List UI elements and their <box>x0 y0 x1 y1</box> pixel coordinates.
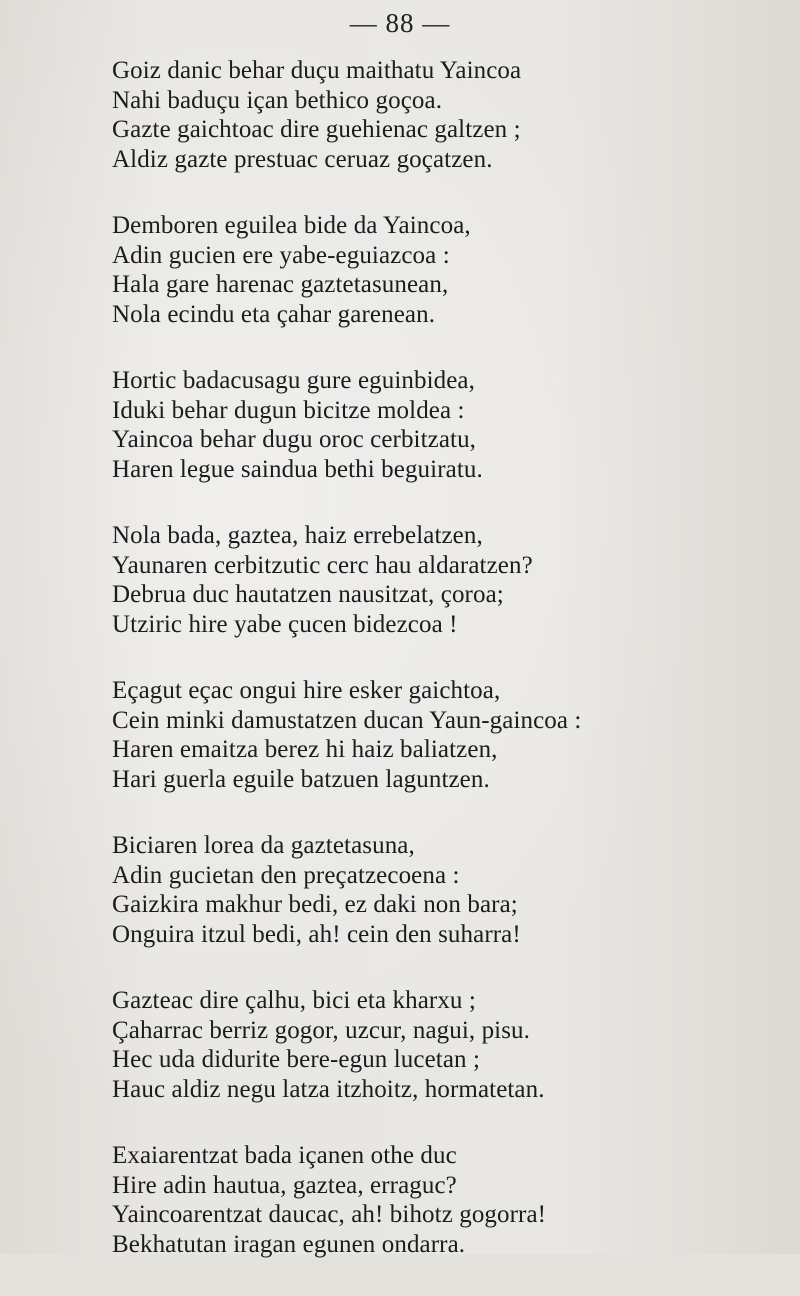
poem <box>112 56 752 1296</box>
verse-line: Hala gare harenac gaztetasunean, <box>112 271 449 298</box>
verse-line: Hortic badacusagu gure eguinbidea, <box>112 367 475 394</box>
verse-line: Debrua duc hautatzen nausitzat, çoroa; <box>112 581 504 608</box>
verse-line: Nola bada, gaztea, haiz errebelatzen, <box>112 522 483 549</box>
stanza <box>112 986 752 1104</box>
verse-line: Nahi baduçu içan bethico goçoa. <box>112 86 443 114</box>
verse-line: Iduki behar dugun bicitze moldea : <box>112 396 465 424</box>
verse-line: Yaunaren cerbitzutic cerc hau aldaratzen? <box>112 551 533 579</box>
verse-line: Goiz danic behar duçu maithatu Yaincoa <box>112 57 522 84</box>
stanza <box>112 366 752 484</box>
verse-line: Utziric hire yabe çucen bidezcoa ! <box>112 610 458 638</box>
verse-line: Hec uda didurite bere-egun lucetan ; <box>112 1046 481 1073</box>
verse-line: Cein minki damustatzen ducan Yaun-gaincoa : <box>112 706 582 734</box>
verse-line: Bekhatutan iragan egunen ondarra. <box>112 1230 466 1258</box>
stanza <box>112 211 752 329</box>
verse-line: Eçagut eçac ongui hire esker gaichtoa, <box>112 677 501 704</box>
verse-line: Aldiz gazte prestuac ceruaz goçatzen. <box>112 145 493 173</box>
verse-line: Gazte gaichtoac dire guehienac galtzen ; <box>112 116 521 143</box>
verse-line: Hire adin hautua, gaztea, erraguc? <box>112 1171 457 1199</box>
verse-line: Biciaren lorea da gaztetasuna, <box>112 832 415 859</box>
verse-line: Haren legue saindua bethi beguiratu. <box>112 455 483 483</box>
page-number: — 88 — <box>349 8 451 38</box>
verse-line: Gaizkira makhur bedi, ez daki non bara; <box>112 891 518 918</box>
stanza <box>112 831 752 949</box>
stanza <box>112 56 752 174</box>
verse-line: Onguira itzul bedi, ah! cein den suharra! <box>112 920 521 948</box>
verse-line: Haren emaitza berez hi haiz baliatzen, <box>112 736 498 763</box>
verse-line: Çaharrac berriz gogor, uzcur, nagui, pisu. <box>112 1016 531 1044</box>
verse-line: Adin gucien ere yabe-eguiazcoa : <box>112 241 450 269</box>
verse-line: Hari guerla eguile batzuen laguntzen. <box>112 765 490 793</box>
verse-line: Yaincoarentzat daucac, ah! bihotz gogorra! <box>112 1201 547 1228</box>
stanza <box>112 676 752 794</box>
verse-line: Demboren eguilea bide da Yaincoa, <box>112 212 471 239</box>
verse-line: Exaiarentzat bada içanen othe duc <box>112 1142 457 1169</box>
verse-line: Gazteac dire çalhu, bici eta kharxu ; <box>112 987 476 1014</box>
verse-line: Hauc aldiz negu latza itzhoitz, hormatetan. <box>112 1075 545 1103</box>
stanza <box>112 521 752 639</box>
verse-line: Adin gucietan den preçatzecoena : <box>112 861 460 889</box>
stanza <box>112 1141 752 1259</box>
verse-line: Nola ecindu eta çahar garenean. <box>112 300 436 328</box>
verse-line: Yaincoa behar dugu oroc cerbitzatu, <box>112 426 477 453</box>
